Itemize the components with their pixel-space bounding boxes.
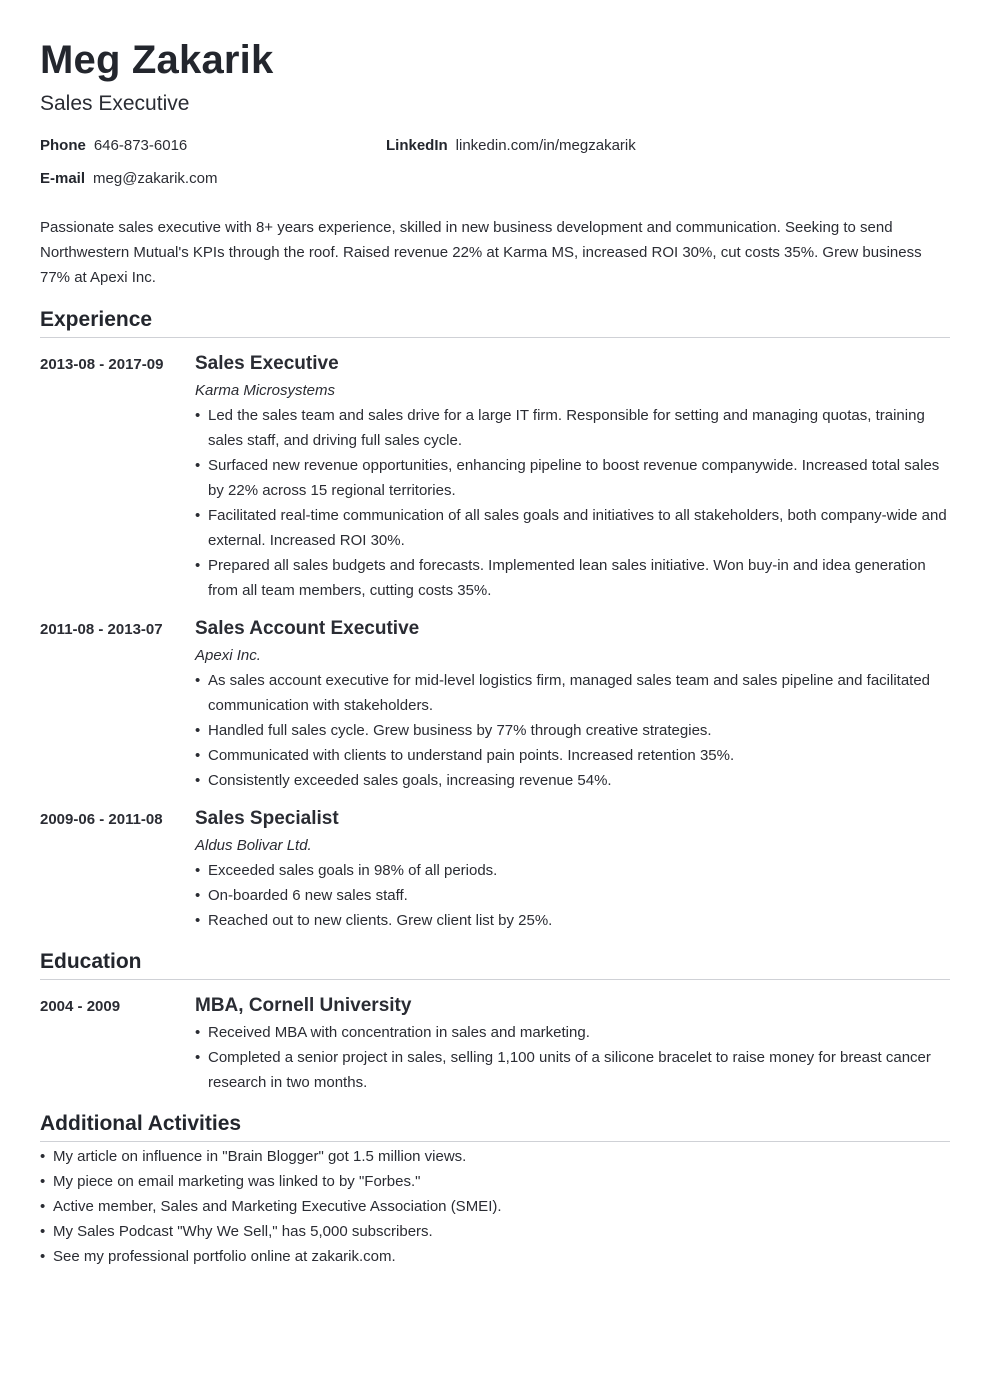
entry-body bbox=[195, 807, 950, 933]
bullet-item: • On-boarded 6 new sales staff. bbox=[195, 883, 950, 908]
linkedin-value: linkedin.com/in/megzakarik bbox=[455, 137, 636, 154]
company-name: Aldus Bolivar Ltd. bbox=[195, 837, 312, 854]
contact-phone bbox=[40, 137, 187, 154]
candidate-title: Sales Executive bbox=[40, 92, 190, 115]
bullet-item: • My article on influence in "Brain Blogger" got 1.5 million views. bbox=[40, 1144, 950, 1169]
bullet-item: • My Sales Podcast "Why We Sell," has 5,000 subscribers. bbox=[40, 1219, 950, 1244]
bullet-item: • Facilitated real-time communication of all sales goals and initiatives to all stakeholders, both company-wide and external. Increased ROI 30%. bbox=[195, 503, 950, 553]
job-bullets bbox=[195, 403, 950, 603]
bullet-item: • See my professional portfolio online at zakarik.com. bbox=[40, 1244, 950, 1269]
entry-body bbox=[195, 617, 950, 793]
bullet-item: • Exceeded sales goals in 98% of all periods. bbox=[195, 858, 950, 883]
education-heading: Education bbox=[40, 949, 950, 980]
bullet-item: • Communicated with clients to understand pain points. Increased retention 35%. bbox=[195, 743, 950, 768]
bullet-item: • Handled full sales cycle. Grew business by 77% through creative strategies. bbox=[195, 718, 950, 743]
entry-dates: 2011-08 - 2013-07 bbox=[40, 621, 163, 638]
experience-entry bbox=[40, 807, 950, 933]
linkedin-label: LinkedIn bbox=[386, 137, 448, 154]
degree-title: MBA, Cornell University bbox=[195, 995, 412, 1016]
bullet-item: • Active member, Sales and Marketing Executive Association (SMEI). bbox=[40, 1194, 950, 1219]
bullet-item: • Reached out to new clients. Grew client list by 25%. bbox=[195, 908, 950, 933]
job-bullets bbox=[195, 668, 950, 793]
phone-value: 646-873-6016 bbox=[93, 137, 188, 154]
education-entry bbox=[40, 994, 950, 1095]
experience-entry bbox=[40, 617, 950, 793]
bullet-item: • Received MBA with concentration in sales and marketing. bbox=[195, 1020, 950, 1045]
bullet-item: • Consistently exceeded sales goals, increasing revenue 54%. bbox=[195, 768, 950, 793]
entry-dates: 2013-08 - 2017-09 bbox=[40, 356, 164, 373]
bullet-item: • Prepared all sales budgets and forecasts. Implemented lean sales initiative. Won buy-in and idea generation from all team members, cutting costs 35%. bbox=[195, 553, 950, 603]
phone-label: Phone bbox=[40, 137, 86, 154]
entry-body bbox=[195, 352, 950, 603]
additional-activities-heading: Additional Activities bbox=[40, 1111, 950, 1142]
job-title: Sales Account Executive bbox=[195, 618, 420, 639]
candidate-name: Meg Zakarik bbox=[40, 38, 274, 82]
contact-linkedin bbox=[386, 137, 636, 154]
education-bullets bbox=[195, 1020, 950, 1095]
entry-dates: 2009-06 - 2011-08 bbox=[40, 811, 163, 828]
bullet-item: • Led the sales team and sales drive for a large IT firm. Responsible for setting and managing quotas, training sales staff, and driving full sales cycle. bbox=[195, 403, 950, 453]
entry-dates: 2004 - 2009 bbox=[40, 998, 121, 1015]
contact-info bbox=[40, 135, 950, 201]
bullet-item: • Surfaced new revenue opportunities, enhancing pipeline to boost revenue companywide. Increased total sales by 22% across 15 regional territories. bbox=[195, 453, 950, 503]
additional-activities-list bbox=[40, 1144, 950, 1269]
company-name: Apexi Inc. bbox=[195, 647, 261, 664]
bullet-item: • As sales account executive for mid-level logistics firm, managed sales team and sales pipeline and facilitated communication with stakeholders. bbox=[195, 668, 950, 718]
job-bullets bbox=[195, 858, 950, 933]
email-label: E-mail bbox=[40, 170, 86, 187]
company-name: Karma Microsystems bbox=[195, 382, 336, 399]
experience-heading: Experience bbox=[40, 307, 950, 338]
bullet-item: • Completed a senior project in sales, selling 1,100 units of a silicone bracelet to raise money for breast cancer research in two months. bbox=[195, 1045, 950, 1095]
entry-body bbox=[195, 994, 950, 1095]
contact-email bbox=[40, 170, 217, 187]
job-title: Sales Executive bbox=[195, 353, 339, 374]
email-value: meg@zakarik.com bbox=[93, 170, 218, 187]
profile-summary: Passionate sales executive with 8+ years experience, skilled in new business development and communication. Seeking to send Northwestern Mutual's KPIs through the roof. Raised revenue 22% at Karma MS, increased ROI 30%, cut costs 35%. Grew business 77% at Apexi Inc. bbox=[40, 219, 922, 286]
bullet-item: • My piece on email marketing was linked to by "Forbes." bbox=[40, 1169, 950, 1194]
experience-entry bbox=[40, 352, 950, 603]
job-title: Sales Specialist bbox=[195, 808, 339, 829]
